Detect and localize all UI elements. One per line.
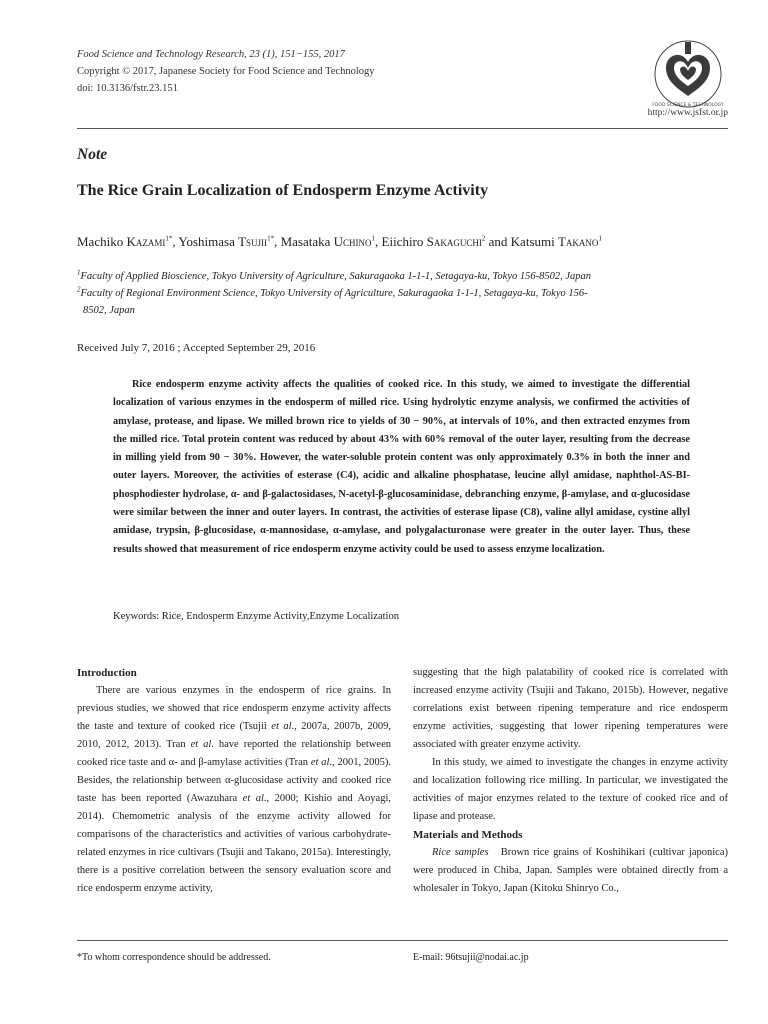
author-name: Machiko Kazami$^{1*}$ <box>77 234 173 249</box>
author-name: Masataka Uchino$^1$ <box>280 234 376 249</box>
author-name: Yoshimasa Tsujii$^{1*}$ <box>178 234 275 249</box>
subsection-label-rice-samples: Rice samples <box>432 847 489 858</box>
doi-line: doi: 10.3136/fstr.23.151 <box>77 83 178 94</box>
affiliation-2: $^2$Faculty of Regional Environment Science, Tokyo University of Agriculture, Sakuragaoka 1-1-1, Setagaya-ku, Tokyo 156- <box>77 285 588 299</box>
intro-paragraph-2: In this study, we aimed to investigate the changes in enzyme activity and localization following rice milling. In particular, we investigated the activities of major enzymes related to the texture of cooked rice and of lipase and protease. <box>413 757 728 822</box>
body-column-right <box>413 664 728 898</box>
intro-paragraph-1-cont: suggesting that the high palatability of cooked rice is correlated with increased enzyme activity (Tsujii and Takano, 2015b). However, negative correlations exist between ripening temperature and rice endosperm enzyme activities, suggesting that lower ripening temperatures were associated with greater enzyme activity. <box>413 667 728 750</box>
article-type: Note <box>77 146 108 163</box>
author-list: Machiko Kazami$^{1*}$, Yoshimasa Tsujii$^{1*}$, Masataka Uchino$^1$, Eiichiro Sakaguchi$^2$ and Katsumi Takano$^1$ <box>77 234 602 249</box>
journal-citation: Food Science and Technology Research, 23 (1), 151−155, 2017 <box>77 49 345 60</box>
copyright-line: Copyright © 2017, Japanese Society for Food Science and Technology <box>77 66 375 77</box>
section-heading-introduction: Introduction <box>77 667 137 679</box>
email-address[interactable]: E-mail: 96tsujii@nodai.ac.jp <box>413 952 529 963</box>
header-divider <box>77 128 728 129</box>
article-title: The Rice Grain Localization of Endosperm Enzyme Activity <box>77 182 489 199</box>
intro-paragraph-1: There are various enzymes in the endosperm of rice grains. In previous studies, we showed that rice endosperm enzyme activity affects the taste and texture of cooked rice (Tsujii et al., 2007a, 2007b, 2009, 2010, 2012, 2013). Tran et al. have reported the relationship between cooked rice taste and α- and β-amylase activities (Tran et al., 2001, 2005). Besides, the relationship between α-glucosidase activity and cooked rice taste has been reported (Awazuhara et al., 2000; Kishio and Aoyagi, 2014). Chemometric analysis of the enzyme activity allowed for comparisons of the characteristics and activities of various carbohydrate-related enzymes in rice cultivars (Tsujii and Takano, 2015a). Interestingly, there is a positive correlation between the sensory evaluation score and rice endosperm enzyme activity, <box>77 685 392 894</box>
society-logo <box>652 38 724 110</box>
abstract: Rice endosperm enzyme activity affects the qualities of cooked rice. In this study, we aimed to investigate the differential localization of various enzymes in the endosperm of milled rice. Using hydrolytic enzyme analysis, we confirmed the activities of amylase, protease, and lipase. We milled brown rice to yields of 30 − 90%, at intervals of 10%, and then extracted enzymes from the milled rice. Total protein content was reduced by about 43% with 60% removal of the outer layer, resulting from the decrease in milling yield from 90 − 30%. However, the water-soluble protein content was only approximately 0.3% in both the inner and outer layers. Moreover, the activities of esterase (C4), acidic and alkaline phosphatase, leucine allyl amidase, naphthol-AS-BI-phosphodiester hydrolase, α- and β-galactosidases, N-acetyl-β-glucosaminidase, debranching enzyme, β-amylase, and α-glucosidase were similar between the inner and outer layers. In contrast, the activities of esterase lipase (C8), valine allyl amidase, cystine allyl amidase, trypsin, β-glucosidase, α-mannosidase, α-amylase, and polygalacturonase were greater in the outer layer. Thus, these results showed that measurement of rice endosperm enzyme activity could be used to assess enzyme localization. <box>113 379 690 555</box>
received-dates: Received July 7, 2016 ; Accepted September 29, 2016 <box>77 342 316 354</box>
affiliation-2-cont: 8502, Japan <box>83 305 135 316</box>
body-column-left <box>77 664 391 898</box>
rice-samples-paragraph: Rice samples Brown rice grains of Koshihikari (cultivar japonica) were produced in Chiba, Japan. Samples were obtained directly from a wholesaler in Tokyo, Japan (Kitoku Shinryo Co., <box>413 847 728 894</box>
correspondence-note: *To whom correspondence should be addressed. <box>77 952 271 963</box>
footer-divider <box>77 940 728 941</box>
author-name: Katsumi Takano$^1$ <box>510 234 602 249</box>
affiliations <box>77 268 677 319</box>
logo-text: FOOD SCIENCE & TECHNOLOGY <box>652 103 724 108</box>
section-heading-methods: Materials and Methods <box>413 829 523 841</box>
keywords: Keywords: Rice, Endosperm Enzyme Activity,Enzyme Localization <box>113 611 399 622</box>
affiliation-1: $^1$Faculty of Applied Bioscience, Tokyo University of Agriculture, Sakuragaoka 1-1-1, Setagaya-ku, Tokyo 156-8502, Japan <box>77 268 592 282</box>
author-name: Eiichiro Sakaguchi$^2$ <box>381 234 486 249</box>
journal-header <box>77 46 375 97</box>
journal-url[interactable]: http://www.jsfst.or.jp <box>647 108 728 118</box>
